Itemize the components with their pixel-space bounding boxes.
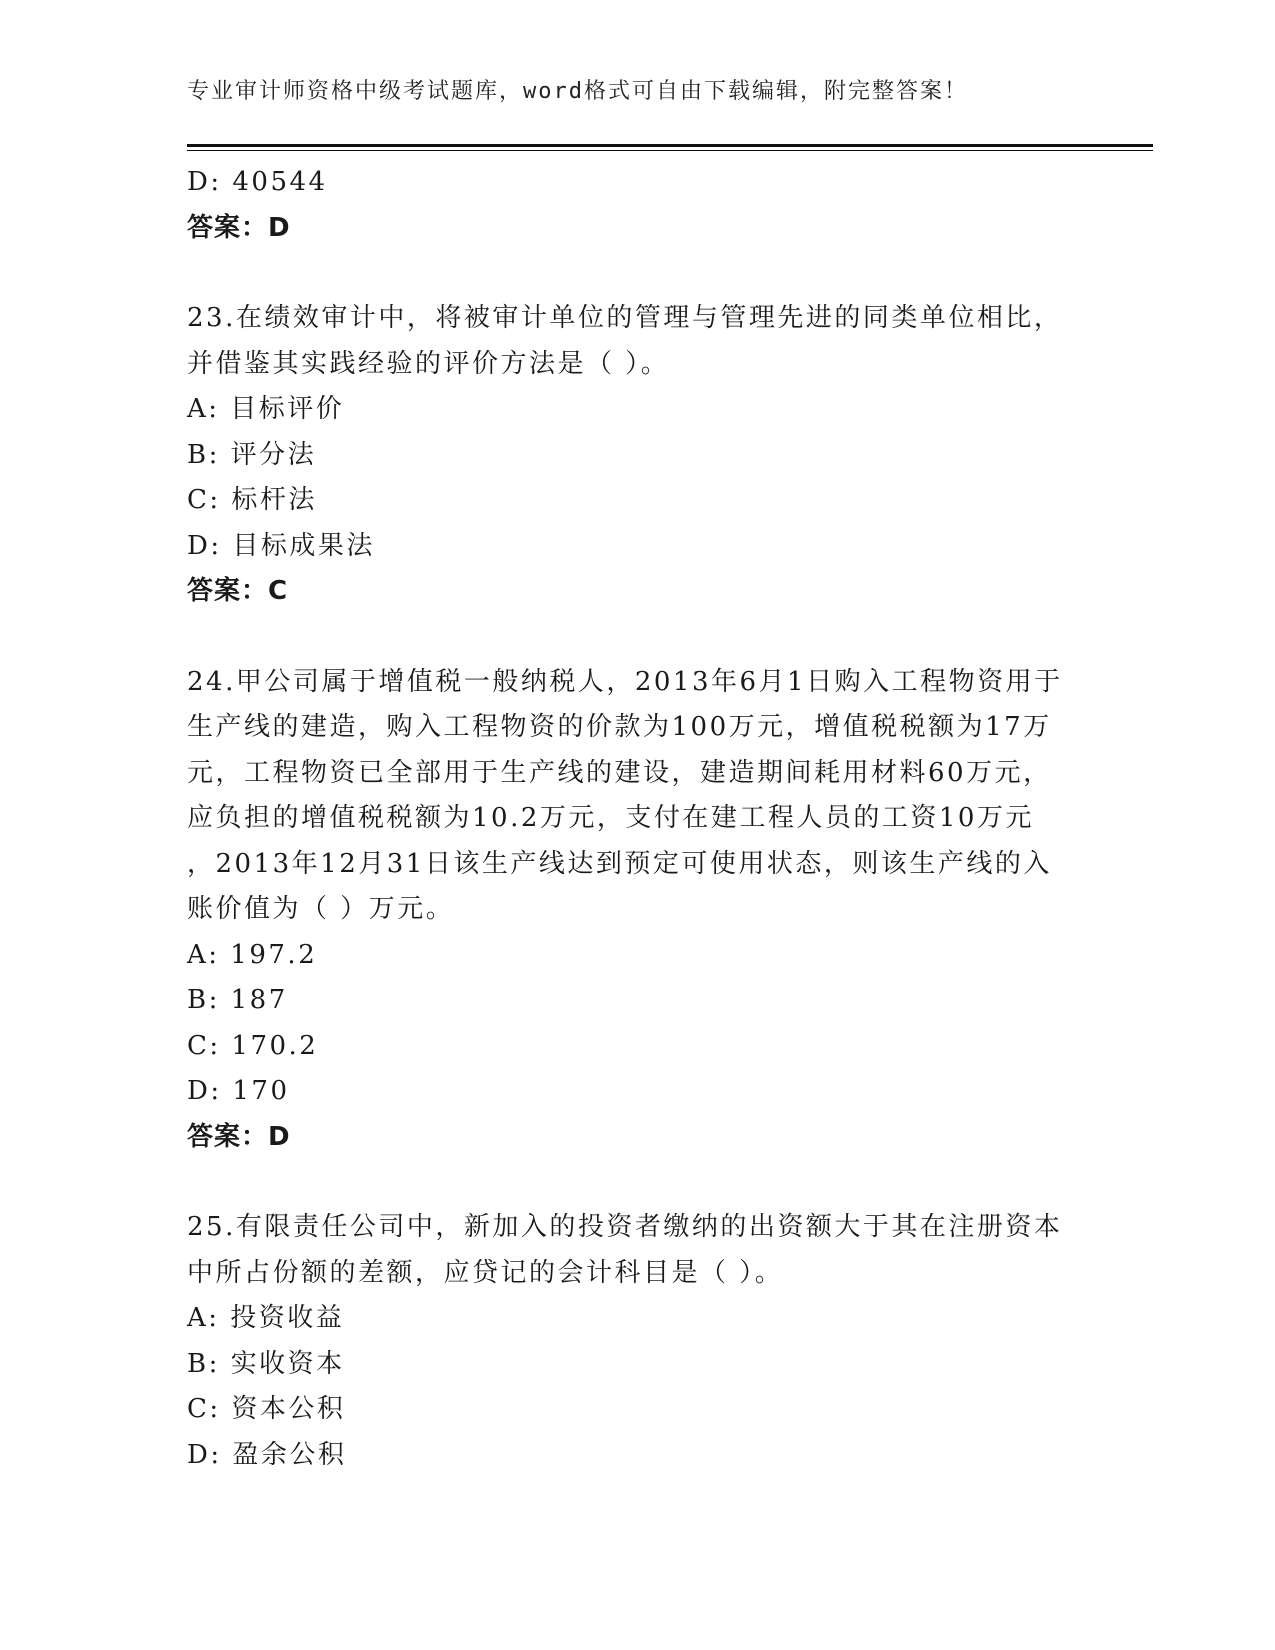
question-text-line: 23.在绩效审计中，将被审计单位的管理与管理先进的同类单位相比， (187, 303, 1063, 333)
option-c: C: 资本公积 (187, 1394, 346, 1424)
question-24 (187, 660, 1087, 1161)
option-d: D: 40544 (187, 167, 328, 197)
spacer (187, 251, 1087, 296)
header-rule-thin (187, 150, 1153, 151)
option-b: B: 实收资本 (187, 1348, 345, 1379)
page-header: 专业审计师资格中级考试题库，word格式可自由下载编辑，附完整答案！ (187, 79, 968, 104)
option-c: C: 170.2 (187, 1030, 319, 1061)
question-text-line: 24.甲公司属于增值税一般纳税人，2013年6月1日购入工程物资用于 (187, 666, 1063, 697)
question-text-line: ，2013年12月31日该生产线达到预定可使用状态，则该生产线的入 (187, 848, 1052, 879)
option-d: D: 盈余公积 (187, 1439, 347, 1470)
question-content (187, 160, 1087, 1478)
question-text-line: 元，工程物资已全部用于生产线的建设，建造期间耗用材料60万元， (187, 757, 1052, 788)
option-a: A: 投资收益 (187, 1303, 345, 1333)
question-25 (187, 1205, 1087, 1478)
question-23 (187, 296, 1087, 615)
spacer (187, 615, 1087, 660)
option-d: D: 170 (187, 1076, 290, 1106)
question-text-line: 并借鉴其实践经验的评价方法是（ ）。 (187, 348, 670, 379)
option-a: A: 197.2 (187, 939, 318, 970)
answer: 答案：D (187, 1121, 291, 1152)
spacer (187, 1160, 1087, 1205)
option-c: C: 标杆法 (187, 485, 317, 515)
question-text-line: 25.有限责任公司中，新加入的投资者缴纳的出资额大于其在注册资本 (187, 1212, 1063, 1242)
question-text-line: 应负担的增值税税额为10.2万元，支付在建工程人员的工资10万元 (187, 803, 1034, 833)
question-text-line: 生产线的建造，购入工程物资的价款为100万元，增值税税额为17万 (187, 712, 1052, 742)
answer: 答案：D (187, 212, 291, 243)
question-text-line: 中所占份额的差额，应贷记的会计科目是（ ）。 (187, 1257, 784, 1288)
header-rule-thick (187, 144, 1153, 147)
question-text-line: 账价值为（ ）万元。 (187, 894, 455, 924)
answer: 答案：C (187, 576, 289, 606)
option-a: A: 目标评价 (187, 394, 345, 424)
option-b: B: 评分法 (187, 439, 317, 470)
question-22 (187, 160, 1087, 251)
option-b: B: 187 (187, 985, 288, 1015)
option-d: D: 目标成果法 (187, 530, 375, 561)
